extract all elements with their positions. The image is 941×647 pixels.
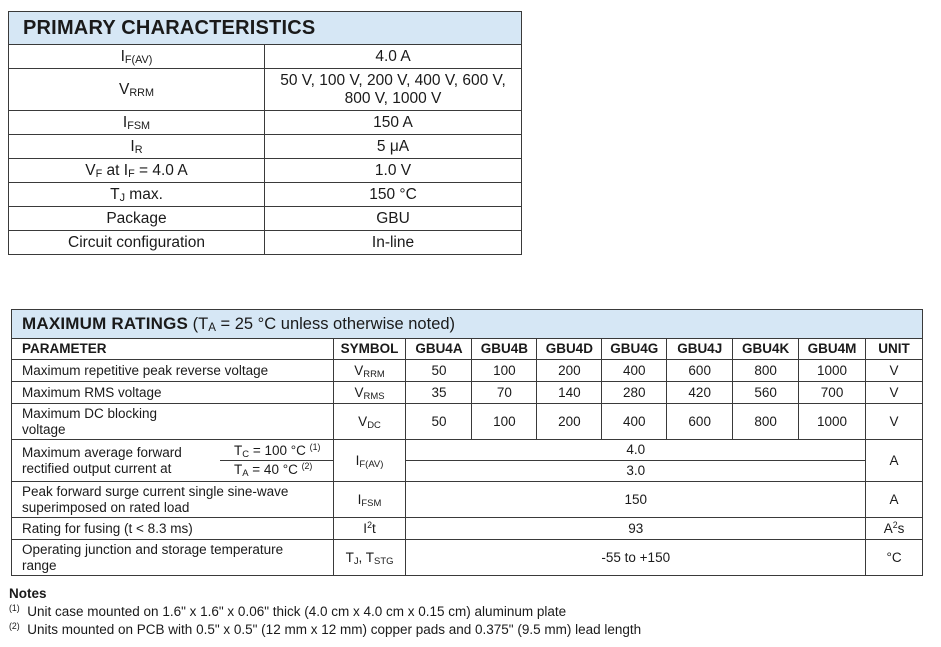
value-cell: GBU [265, 207, 522, 231]
value-cell: 150 A [265, 111, 522, 135]
primary-characteristics-table [8, 11, 522, 255]
column-header: GBU4J [667, 339, 733, 360]
unit-cell: $A^2s$ [866, 518, 923, 540]
param-cell: Maximum average forward rectified output current at $T_C = 100$ °C $^{(1)}$ $T_A = 40$ °C $^{(2)}$ [12, 440, 334, 482]
unit-cell: V [866, 382, 923, 404]
value-cell: 5 μA [265, 135, 522, 159]
value-cell: 800 [733, 360, 799, 382]
note-item: $^{(1)}$ Unit case mounted on 1.6" x 1.6" x 0.06" thick (4.0 cm x 4.0 cm x 0.15 cm) aluminum plate [9, 603, 567, 619]
table-row [12, 482, 923, 518]
primary-characteristics-title: PRIMARY CHARACTERISTICS [9, 12, 522, 45]
param-cell: $I_{F(AV)}$ [9, 45, 265, 69]
param-cell: Package [9, 207, 265, 231]
symbol-cell: $I_{F(AV)}$ [333, 440, 406, 482]
value-cell: 1.0 V [265, 159, 522, 183]
value-cell: 4.0 [406, 440, 866, 461]
value-cell: 100 [472, 404, 537, 440]
table-row [12, 518, 923, 540]
value-cell: 4.0 A [265, 45, 522, 69]
notes-section [9, 585, 641, 639]
maximum-ratings-table [11, 309, 923, 576]
value-cell: In-line [265, 231, 522, 255]
column-header: GBU4A [406, 339, 472, 360]
value-cell: 3.0 [406, 461, 866, 482]
value-cell: 70 [472, 382, 537, 404]
condition-ta: $T_A = 40$ °C $^{(2)}$ [234, 461, 313, 479]
column-header: GBU4K [733, 339, 799, 360]
maximum-ratings-title: MAXIMUM RATINGS ($T_A = 25$ °C unless otherwise noted) [12, 310, 923, 339]
symbol-cell: $V_{DC}$ [333, 404, 406, 440]
param-cell: Maximum repetitive peak reverse voltage [12, 360, 334, 382]
column-header: UNIT [866, 339, 923, 360]
param-cell: Operating junction and storage temperature range [12, 540, 334, 576]
value-cell: 280 [602, 382, 667, 404]
param-cell: Maximum DC blocking voltage [12, 404, 334, 440]
condition-tc: $T_C = 100$ °C $^{(1)}$ [220, 442, 333, 461]
param-cell: Peak forward surge current single sine-wave superimposed on rated load [12, 482, 334, 518]
symbol-cell: $I^2t$ [333, 518, 406, 540]
value-cell: 700 [799, 382, 866, 404]
column-header: GBU4D [537, 339, 602, 360]
column-header: PARAMETER [12, 339, 334, 360]
value-cell: 1000 [799, 360, 866, 382]
param-cell: Circuit configuration [9, 231, 265, 255]
param-cell: $I_R$ [9, 135, 265, 159]
value-cell: 800 [733, 404, 799, 440]
value-cell: 420 [667, 382, 733, 404]
column-header: GBU4B [472, 339, 537, 360]
table-row [12, 404, 923, 440]
column-header: GBU4G [602, 339, 667, 360]
table-row [12, 540, 923, 576]
unit-cell: °C [866, 540, 923, 576]
value-cell: 200 [537, 404, 602, 440]
column-headers [12, 339, 923, 360]
value-cell: 93 [406, 518, 866, 540]
value-cell: 35 [406, 382, 472, 404]
unit-cell: V [866, 360, 923, 382]
value-cell: 600 [667, 404, 733, 440]
value-cell: 50 V, 100 V, 200 V, 400 V, 600 V, 800 V, 1000 V [265, 69, 522, 111]
symbol-cell: $I_{FSM}$ [333, 482, 406, 518]
table-row [12, 440, 923, 461]
symbol-cell: $V_{RRM}$ [333, 360, 406, 382]
param-cell: Rating for fusing (t < 8.3 ms) [12, 518, 334, 540]
value-cell: 50 [406, 360, 472, 382]
param-cell: Maximum RMS voltage [12, 382, 334, 404]
value-cell: 200 [537, 360, 602, 382]
value-cell: 600 [667, 360, 733, 382]
value-cell: 560 [733, 382, 799, 404]
note-item: $^{(2)}$ Units mounted on PCB with 0.5" x 0.5" (12 mm x 12 mm) copper pads and 0.375" (9.5 mm) lead length [9, 621, 642, 637]
unit-cell: A [866, 482, 923, 518]
value-cell: 400 [602, 404, 667, 440]
value-cell: 150 [406, 482, 866, 518]
column-header: GBU4M [799, 339, 866, 360]
value-cell: 50 [406, 404, 472, 440]
value-cell: 400 [602, 360, 667, 382]
unit-cell: A [866, 440, 923, 482]
notes-title: Notes [9, 586, 47, 601]
column-header: SYMBOL [333, 339, 406, 360]
table-row [12, 382, 923, 404]
value-cell: -55 to +150 [406, 540, 866, 576]
value-cell: 100 [472, 360, 537, 382]
symbol-cell: $V_{RMS}$ [333, 382, 406, 404]
table-row [12, 360, 923, 382]
unit-cell: V [866, 404, 923, 440]
param-cell: $V_{RRM}$ [9, 69, 265, 111]
param-cell: $T_J$ max. [9, 183, 265, 207]
param-cell: $I_{FSM}$ [9, 111, 265, 135]
symbol-cell: $T_J$, $T_{STG}$ [333, 540, 406, 576]
value-cell: 1000 [799, 404, 866, 440]
param-cell: $V_F$ at $I_F = 4.0$ A [9, 159, 265, 183]
value-cell: 140 [537, 382, 602, 404]
value-cell: 150 °C [265, 183, 522, 207]
